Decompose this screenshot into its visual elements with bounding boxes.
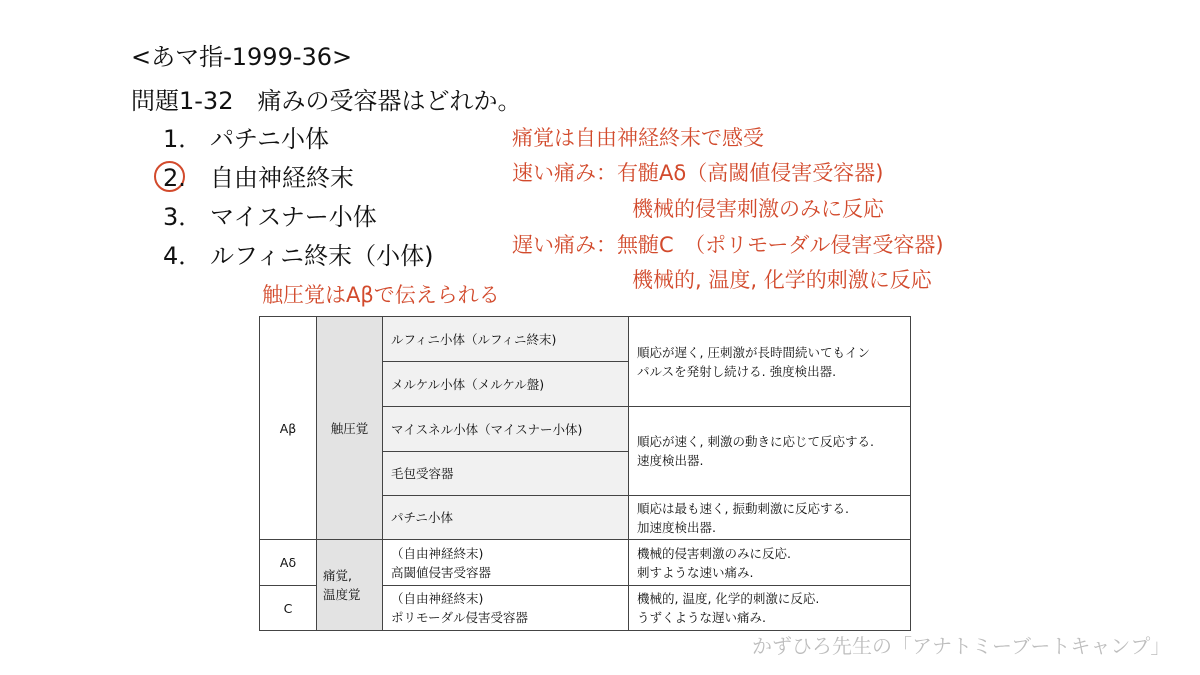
table-row <box>260 540 911 586</box>
sense-touch-pressure-cell: 触圧覚 <box>317 317 383 540</box>
option-3-text: マイスナー小体 <box>210 203 377 231</box>
option-3-number: 3． <box>163 203 203 231</box>
receptor-pacinian-cell: パチニ小体 <box>383 496 629 540</box>
receptor-merkel-cell: メルケル小体（メルケル盤) <box>383 362 629 407</box>
receptor-table <box>259 316 911 631</box>
desc-line: 刺すような速い痛み. <box>637 564 754 580</box>
option-4-text: ルフィニ終末（小体) <box>210 242 434 270</box>
annotation-fast-pain-detail: 機械的侵害刺激のみに反応 <box>632 197 884 221</box>
receptor-hair-follicle-cell: 毛包受容器 <box>383 452 629 496</box>
desc-line: 機械的, 温度, 化学的刺激に反応. <box>637 591 820 606</box>
annotation-slow-pain: 遅い痛み：無髄C （ポリモーダル侵害受容器) <box>512 233 944 257</box>
option-2-text: 自由神経終末 <box>210 164 354 192</box>
desc-line: 順応は最も速く, 振動刺激に反応する. <box>637 500 849 516</box>
fiber-c-cell: C <box>260 586 317 631</box>
receptor-line: ポリモーダル侵害受容器 <box>391 610 529 625</box>
sense-line: 温度覚 <box>323 587 361 602</box>
desc-line: 速度検出器. <box>637 453 704 468</box>
option-1-number: 1． <box>163 125 203 153</box>
receptor-c-cell <box>383 586 629 631</box>
table-row <box>260 317 911 362</box>
receptor-ruffini-cell: ルフィニ小体（ルフィニ終末) <box>383 317 629 362</box>
desc-slow-adapting-cell <box>629 317 911 407</box>
option-4-number: 4． <box>163 242 203 270</box>
annotation-touch-pressure: 触圧覚はAβで伝えられる <box>262 283 500 307</box>
desc-fast-adapting-cell <box>629 407 911 496</box>
option-2-number: 2. <box>163 164 186 192</box>
annotation-pain-receptor: 痛覚は自由神経終末で感受 <box>512 126 764 150</box>
desc-line: 加速度検出器. <box>637 519 716 535</box>
desc-adelta-cell <box>629 540 911 586</box>
sense-pain-temperature-cell <box>317 540 383 631</box>
annotation-slow-pain-detail: 機械的, 温度, 化学的刺激に反応 <box>632 268 932 292</box>
fiber-abeta-cell: Aβ <box>260 317 317 540</box>
desc-line: パルスを発射し続ける. 強度検出器. <box>637 363 837 379</box>
desc-line: 順応が速く, 刺激の動きに応じて反応する. <box>637 434 874 449</box>
annotation-fast-pain: 速い痛み：有髄Aδ（高閾値侵害受容器) <box>512 161 884 185</box>
desc-line: 順応が遅く, 圧刺激が長時間続いてもイン <box>637 344 870 360</box>
question-code: <あマ指-1999-36> <box>131 43 353 71</box>
option-1-text: パチニ小体 <box>210 125 330 153</box>
desc-c-cell <box>629 586 911 631</box>
watermark-credit: かずひろ先生の「アナトミーブートキャンプ」 <box>752 634 1171 658</box>
receptor-meissner-cell: マイスネル小体（マイスナー小体) <box>383 407 629 452</box>
fiber-adelta-cell: Aδ <box>260 540 317 586</box>
desc-fastest-adapting-cell <box>629 496 911 540</box>
question-title: 問題1-32 痛みの受容器はどれか。 <box>131 87 522 115</box>
receptor-adelta-cell <box>383 540 629 586</box>
desc-line: うずくような遅い痛み. <box>637 610 766 625</box>
receptor-line: （自由神経終末) <box>391 591 484 606</box>
sense-line: 痛覚, <box>323 568 352 583</box>
receptor-line: （自由神経終末) <box>391 545 484 561</box>
desc-line: 機械的侵害刺激のみに反応. <box>637 545 791 561</box>
receptor-line: 高閾値侵害受容器 <box>391 564 492 580</box>
